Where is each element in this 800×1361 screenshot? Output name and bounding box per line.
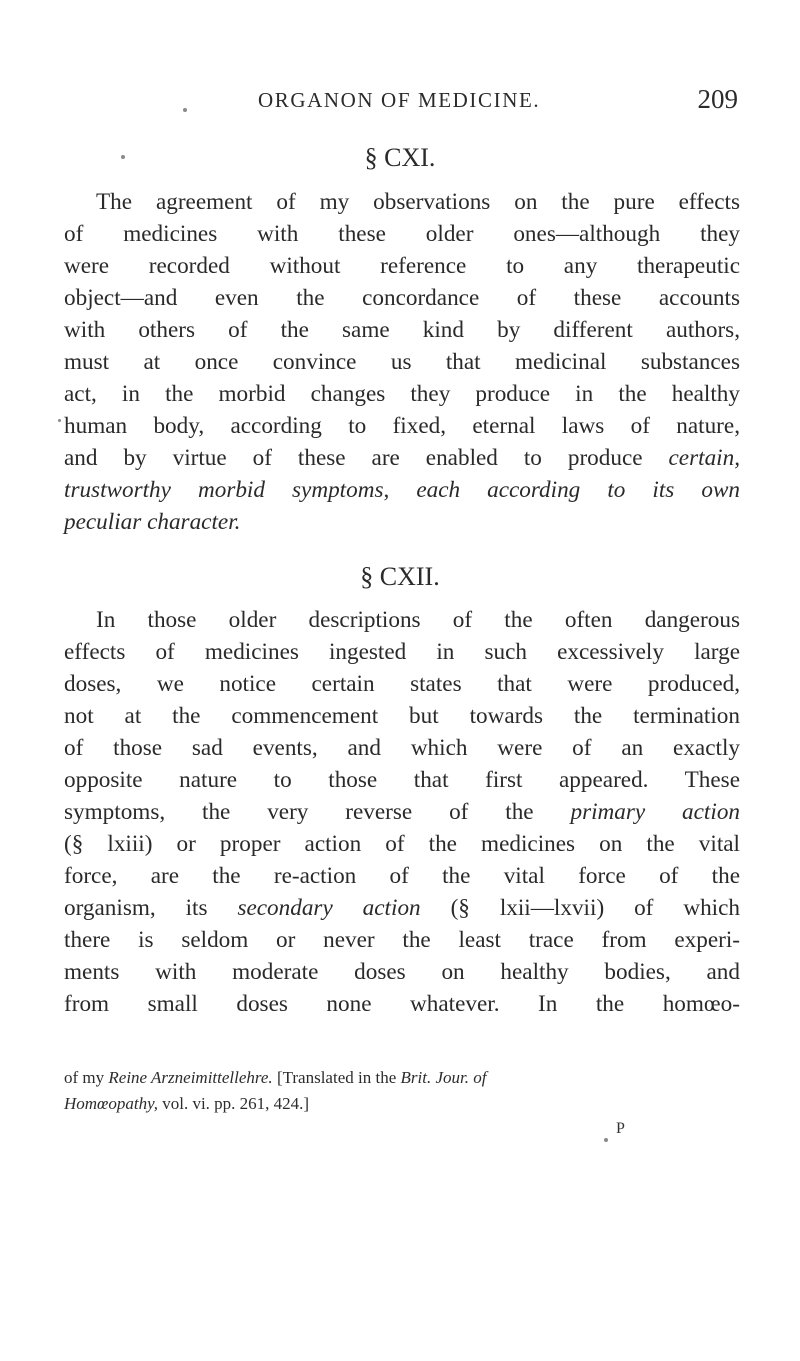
text-run bbox=[421, 895, 451, 921]
paragraph-line: with others of the same kind by different authors, bbox=[64, 317, 740, 343]
text-run: symptoms, the very reverse of the bbox=[64, 799, 534, 825]
paragraph-line: act, in the morbid changes they produce in the healthy bbox=[64, 381, 740, 407]
italic-run: trustworthy morbid symptoms bbox=[64, 477, 384, 503]
text-run bbox=[208, 895, 238, 921]
paragraph-line bbox=[64, 442, 740, 474]
italic-run: secondary action bbox=[237, 895, 421, 921]
text-run: of my bbox=[64, 1068, 105, 1087]
section-heading-cxi: § CXI. bbox=[364, 143, 436, 172]
text-run: [Translated in the bbox=[276, 1068, 397, 1087]
paragraph-line bbox=[64, 474, 740, 506]
italic-run: certain, bbox=[668, 445, 740, 471]
paragraph-line bbox=[64, 506, 740, 538]
paragraph-line: (§ lxiii) or proper action of the medicines on the vital bbox=[64, 831, 740, 857]
text-run bbox=[643, 445, 669, 471]
paragraph-line: ments with moderate doses on healthy bodies, and bbox=[64, 959, 740, 985]
paragraph-line: from small doses none whatever. In the homœo- bbox=[64, 991, 740, 1017]
paragraph-line: force, are the re-action of the vital force of the bbox=[64, 863, 740, 889]
text-run bbox=[534, 799, 571, 825]
print-speck bbox=[604, 1138, 608, 1142]
section-heading-cxii: § CXII. bbox=[360, 562, 440, 591]
paragraph-line: The agreement of my observations on the pure effects bbox=[96, 189, 740, 215]
print-speck bbox=[183, 108, 187, 112]
page-number: 209 bbox=[697, 84, 738, 114]
running-title: ORGANON OF MEDICINE. bbox=[258, 88, 541, 112]
paragraph-line: of those sad events, and which were of an exactly bbox=[64, 735, 740, 761]
footnote-line bbox=[64, 1066, 740, 1090]
paragraph-line: not at the commencement but towards the termination bbox=[64, 703, 740, 729]
paragraph-line: doses, we notice certain states that were produced, bbox=[64, 671, 740, 697]
paragraph-line: human body, according to fixed, eternal laws of nature, bbox=[64, 413, 740, 439]
signature-mark: P bbox=[616, 1120, 625, 1137]
italic-run: Homœopathy, bbox=[64, 1094, 158, 1113]
paragraph-line: object—and even the concordance of these accounts bbox=[64, 285, 740, 311]
print-speck bbox=[121, 155, 125, 159]
paragraph-line: were recorded without reference to any therapeutic bbox=[64, 253, 740, 279]
footnote-line bbox=[64, 1092, 740, 1116]
italic-run: Reine Arzneimittellehre. bbox=[108, 1068, 273, 1087]
paragraph-line bbox=[64, 892, 740, 924]
paragraph-line: there is seldom or never the least trace from experi- bbox=[64, 927, 740, 953]
text-run: vol. vi. pp. 261, 424.] bbox=[162, 1094, 310, 1113]
print-speck bbox=[58, 419, 61, 422]
text-run: organism, its bbox=[64, 895, 208, 921]
paragraph-line bbox=[64, 796, 740, 828]
text-run: (§ lxii—lxvii) of which bbox=[450, 895, 740, 921]
text-run: , bbox=[383, 477, 390, 503]
paragraph-line: must at once convince us that medicinal substances bbox=[64, 349, 740, 375]
italic-run: each according to its own bbox=[416, 477, 740, 503]
paragraph-line: of medicines with these older ones—although they bbox=[64, 221, 740, 247]
paragraph-line: In those older descriptions of the often dangerous bbox=[96, 607, 740, 633]
italic-run: peculiar character. bbox=[64, 509, 241, 535]
italic-run: primary action bbox=[570, 799, 741, 825]
paragraph-line: opposite nature to those that first appeared. These bbox=[64, 767, 740, 793]
text-run: and by virtue of these are enabled to produce bbox=[64, 445, 643, 471]
paragraph-line: effects of medicines ingested in such excessively large bbox=[64, 639, 740, 665]
italic-run: Brit. Jour. of bbox=[400, 1068, 487, 1087]
text-run bbox=[389, 477, 416, 503]
